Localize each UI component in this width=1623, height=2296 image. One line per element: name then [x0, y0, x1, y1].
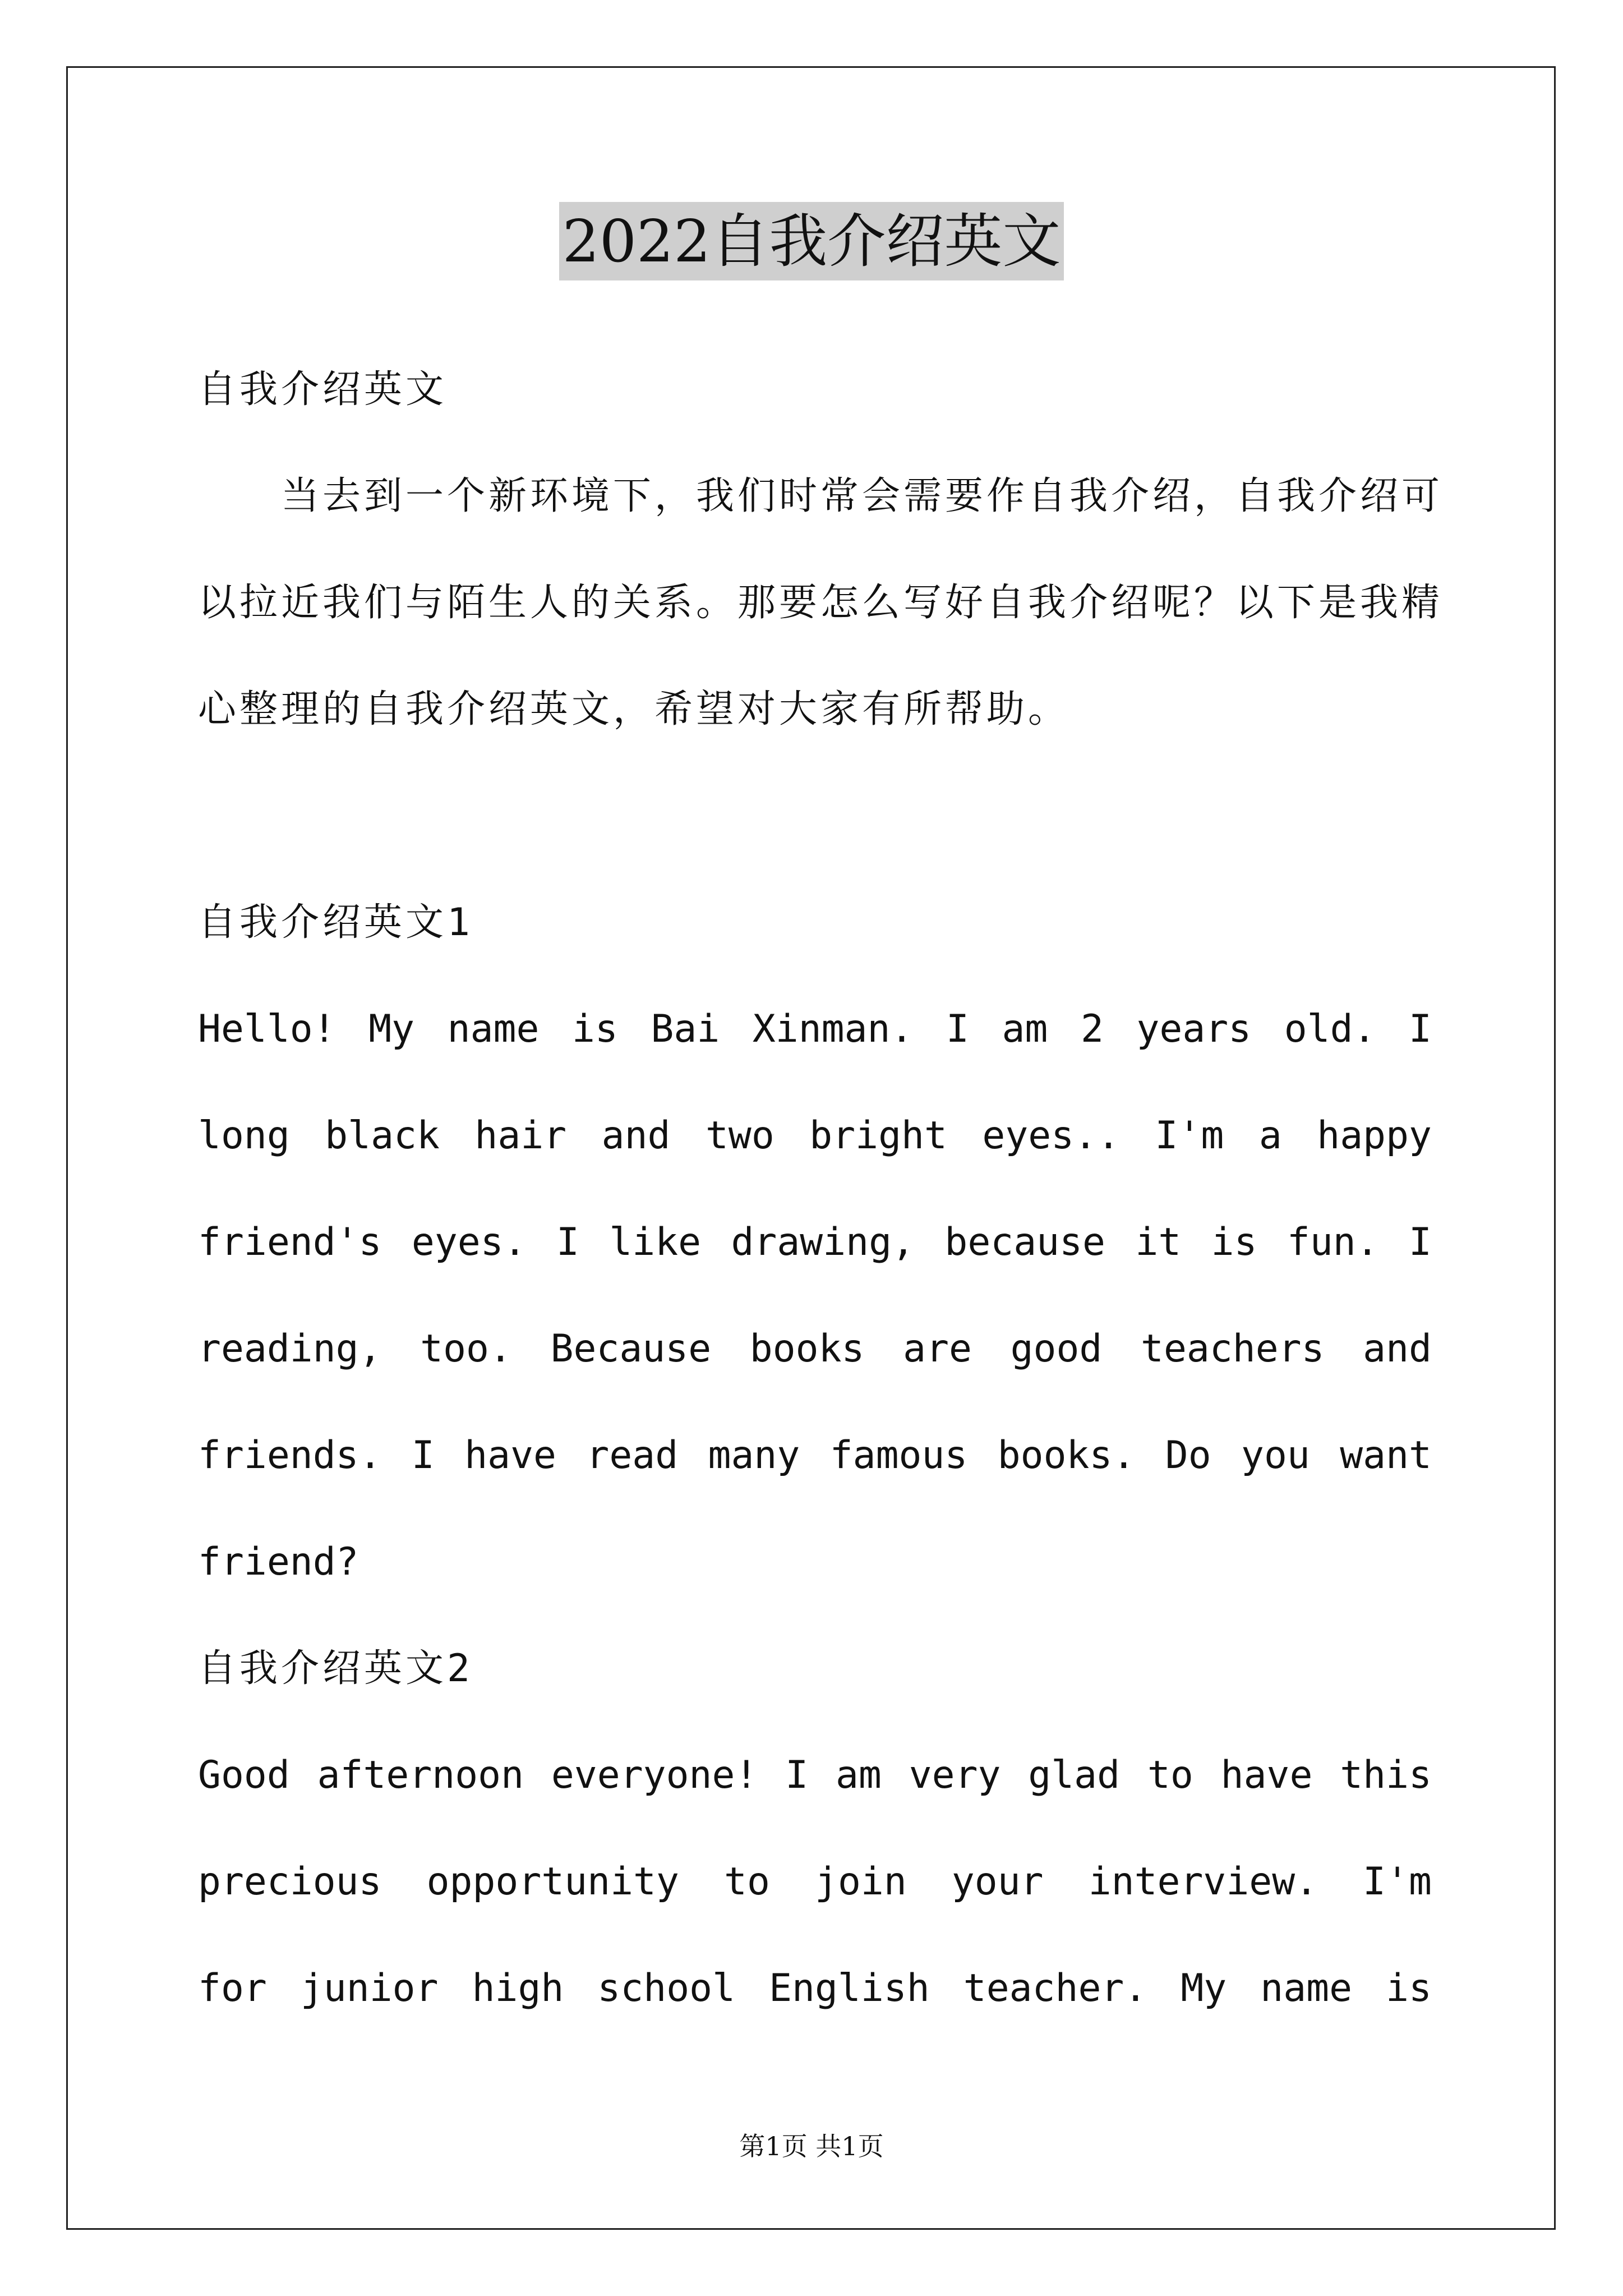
section-1-line: friend's eyes. I like drawing, because it is fun. I	[198, 1220, 1432, 1264]
section-1-heading: 自我介绍英文1	[198, 900, 473, 945]
document-body	[198, 337, 1444, 2042]
spacer	[198, 763, 1432, 869]
document-title: 2022自我介绍英文	[559, 202, 1064, 280]
section-2-line: precious opportunity to join your interview. I'm	[198, 1860, 1432, 1904]
section-1-line: Hello! My name is Bai Xinman. I am 2 years old. I	[198, 1007, 1432, 1051]
intro-line: 以拉近我们与陌生人的关系。那要怎么写好自我介绍呢？以下是我精	[198, 581, 1444, 625]
section-1-line: reading, too. Because books are good teachers and	[198, 1327, 1432, 1371]
page-footer: 第1页 共1页	[739, 2131, 884, 2161]
section-1-line: friend?	[198, 1540, 359, 1584]
section-2-line: Good afternoon everyone! I am very glad to have this	[198, 1753, 1432, 1797]
subtitle: 自我介绍英文	[198, 367, 448, 412]
intro-line: 当去到一个新环境下，我们时常会需要作自我介绍，自我介绍可	[198, 474, 1444, 518]
intro-line: 心整理的自我介绍英文，希望对大家有所帮助。	[198, 687, 1070, 731]
section-1-line: friends. I have read many famous books. Do you want	[198, 1433, 1432, 1478]
section-2-heading: 自我介绍英文2	[198, 1646, 473, 1691]
section-2-line: for junior high school English teacher. My name is	[198, 1966, 1432, 2010]
section-1-line: long black hair and two bright eyes.. I'm a happy	[198, 1114, 1432, 1158]
title-wrap	[0, 202, 1623, 280]
